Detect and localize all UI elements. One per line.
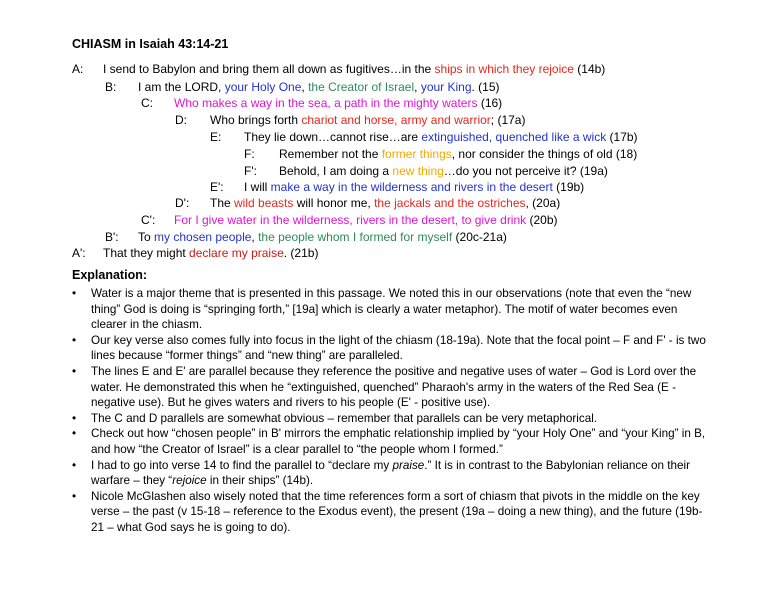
chiasm-text: [279, 163, 608, 179]
highlighted-phrase: your Holy One: [224, 80, 302, 94]
highlighted-phrase: your King: [420, 80, 472, 94]
text-segment: (14b): [573, 62, 606, 76]
text-segment: ; (17a): [490, 113, 526, 127]
explanation-bullet: [72, 333, 712, 364]
bullet-glyph: •: [72, 333, 77, 347]
explanation-bullet: [72, 411, 712, 427]
chiasm-text: [279, 146, 637, 162]
text-segment: I send to Babylon and bring them all down as fugitives…in the: [103, 62, 435, 76]
text-segment: , nor consider the things of old (18): [451, 147, 638, 161]
chiasm-label: E':: [210, 180, 224, 194]
chiasm-label: C':: [141, 213, 156, 227]
highlighted-phrase: chariot and horse, army and warrior: [301, 113, 491, 127]
chiasm-text: [174, 95, 502, 111]
bullet-glyph: •: [72, 411, 77, 425]
text-segment: (20b): [526, 213, 558, 227]
highlighted-phrase: the people whom I formed for myself: [258, 230, 453, 244]
chiasm-label: E:: [210, 130, 222, 144]
text-segment: . (21b): [283, 246, 319, 260]
explanation-bullet: [72, 286, 712, 333]
bullet-glyph: •: [72, 364, 77, 378]
chiasm-text: [138, 229, 507, 245]
explanation-bullet: [72, 426, 712, 457]
chiasm-label: B:: [105, 80, 117, 94]
text-segment: To: [138, 230, 155, 244]
text-segment: ,: [251, 230, 259, 244]
chiasm-label: A':: [72, 246, 86, 260]
chiasm-label: C:: [141, 96, 153, 110]
highlighted-phrase: the Creator of Israel: [308, 80, 415, 94]
bullet-glyph: •: [72, 287, 77, 300]
explanation-bullet: [72, 458, 712, 489]
highlighted-phrase: wild beasts: [234, 196, 294, 210]
highlighted-phrase: my chosen people: [154, 230, 252, 244]
text-segment: I will: [244, 180, 271, 194]
text-segment: …do you not perceive it? (19a): [443, 164, 608, 178]
highlighted-phrase: make a way in the wilderness and rivers in the desert: [270, 180, 553, 194]
bullet-text: Nicole McGlashen also wisely noted that the time references form a sort of chiasm that pivots in the middle on the key verse – the past (v 15-18 – reference to the Exodus event), the present (19a – doing a new thing), and the future (19b-21 – what God says he is going to do).: [91, 489, 703, 534]
chiasm-text: [103, 245, 318, 261]
text-segment: I am the LORD,: [138, 80, 225, 94]
highlighted-phrase: new thing: [392, 164, 444, 178]
bullet-text: in their ships” (14b).: [206, 474, 314, 488]
chiasm-text: [244, 129, 638, 145]
text-segment: (19b): [552, 180, 585, 194]
chiasm-text: [210, 112, 525, 128]
text-segment: The: [210, 196, 235, 210]
explanation-bullet: [72, 364, 712, 411]
text-segment: (17b): [606, 130, 638, 144]
chiasm-text: [210, 195, 560, 211]
chiasm-text: [244, 179, 584, 195]
chiasm-label: A:: [72, 62, 84, 76]
text-segment: will honor me,: [293, 196, 375, 210]
highlighted-phrase: ships in which they rejoice: [434, 62, 574, 76]
text-segment: (20c-21a): [452, 230, 507, 244]
bullet-text: Check out how “chosen people” in B' mirrors the emphatic relationship implied by “your Holy One” and “your King” in B, and how “the Creator of Israel” is a clear parallel to “the people whom I formed.”: [91, 427, 706, 456]
bullet-glyph: •: [72, 427, 77, 441]
explanation-heading: Explanation:: [72, 268, 148, 282]
page-title: CHIASM in Isaiah 43:14-21: [72, 37, 229, 51]
bullet-glyph: •: [72, 458, 77, 472]
chiasm-text: [174, 212, 558, 228]
bullet-text: Water is a major theme that is presented in this passage. We noted this in our observations (note that even the “new thing” God is doing is “springing forth,” [19a] which is clearly a water metaphor). The motif of water becomes even clearer in the chiasm.: [91, 287, 692, 332]
explanation-bullet: [72, 489, 712, 536]
highlighted-phrase: declare my praise: [189, 246, 284, 260]
emphasis-text: praise: [392, 458, 425, 472]
highlighted-phrase: extinguished, quenched like a wick: [421, 130, 607, 144]
highlighted-phrase: For I give water in the wilderness, rivers in the desert, to give drink: [174, 213, 527, 227]
bullet-text: I had to go into verse 14 to find the parallel to “declare my: [91, 458, 393, 472]
text-segment: ,: [301, 80, 309, 94]
text-segment: They lie down…cannot rise…are: [244, 130, 422, 144]
highlighted-phrase: the jackals and the ostriches: [374, 196, 526, 210]
bullet-glyph: •: [72, 489, 77, 503]
text-segment: Behold, I am doing a: [279, 164, 393, 178]
bullet-text: The lines E and E' are parallel because they reference the positive and negative uses of water – God is Lord over the water. He demonstrated this when he “extinguished, quenched” Pharaoh's army in the waters of the Red Sea (E - negative use). But he gives waters and rivers to his people (E' - positive use).: [91, 364, 697, 410]
highlighted-phrase: former things: [381, 147, 452, 161]
chiasm-text: [138, 79, 500, 95]
text-segment: (16): [477, 96, 503, 110]
chiasm-label: B':: [105, 230, 119, 244]
text-segment: Who brings forth: [210, 113, 302, 127]
chiasm-label: D:: [175, 113, 187, 127]
bullet-text: Our key verse also comes fully into focus in the light of the chiasm (18-19a). Note that the focal point – F and F' - is two lines because “former things” and “new thing” are paralleled.: [91, 333, 706, 363]
highlighted-phrase: Who makes a way in the sea, a path in the mighty waters: [174, 96, 478, 110]
chiasm-text: [103, 61, 605, 77]
text-segment: ,: [414, 80, 421, 94]
bullet-text: The C and D parallels are somewhat obvious – remember that parallels can be very metaphorical.: [91, 411, 598, 425]
chiasm-label: D':: [175, 196, 190, 210]
text-segment: , (20a): [525, 196, 561, 210]
chiasm-label: F':: [244, 164, 257, 178]
bullet-text: .” It is in contrast to the Babylonian reliance on their warfare – they “: [91, 458, 691, 488]
text-segment: Remember not the: [279, 147, 382, 161]
text-segment: . (15): [471, 80, 500, 94]
chiasm-label: F:: [244, 147, 255, 161]
explanation-list: [72, 286, 712, 536]
emphasis-text: rejoice: [172, 474, 207, 488]
text-segment: That they might: [103, 246, 190, 260]
